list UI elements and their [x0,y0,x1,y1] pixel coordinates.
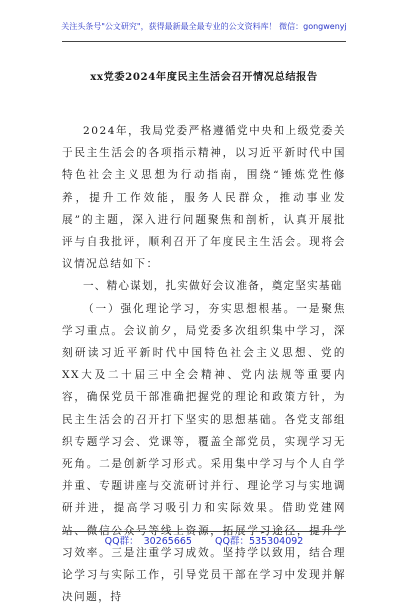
header-banner: 关注头条号"公文研究"，获得最新最全最专业的公文资料库！ 微信：gongwenyj [61,22,347,31]
body-paragraph-study: （一）强化理论学习，夯实思想根基。一是聚焦学习重点。会议前夕，局党委多次组织集中学习，深刻研读习近平新时代中国特色社会主义思想、党的XX大及二十届三中全会精神、党内法规等重要内容，确保党员干部准确把握党的理论和政策方针，为民主生活会的召开打下坚实的思想基础。各党支部组织专题学习会、党课等，覆盖全部党员，实现学习无死角。二是创新学习形式。采用集中学习与个人自学并重、专题讲座与交流研讨并行、理论学习与实地调研并进，提高学习吸引力和实际效果。借助党建网站、微信公众号等线上资源，拓展学习途径，提升学习效率。三是注重学习成效。坚持学以致用，结合理论学习与实际工作，引导党员干部在学习中发现并解决问题，持 [62,302,346,604]
footer-divider [62,531,346,532]
body-paragraph-intro: 2024年，我局党委严格遵循党中央和上级党委关于民主生活会的各项指示精神，以习近平新时代中国特色社会主义思想为行动指南，围绕“锤炼党性修养，提升工作效能，服务人民群众，推动事业发展”的主题，深入进行问题聚焦和剖析，认真开展批评与自我批评，顺利召开了年度民主生活会。现将会议情况总结如下： [62,125,346,271]
header-divider [62,41,346,42]
qq-group-1: QQ群： 30265665 [104,536,192,547]
document-title: xx党委2024年度民主生活会召开情况总结报告 [90,71,318,83]
qq-group-2: QQ群：535304092 [215,536,304,547]
section-heading-1: 一、精心谋划，扎实做好会议准备，奠定坚实基础 [83,280,343,293]
footer-contact [0,533,408,547]
